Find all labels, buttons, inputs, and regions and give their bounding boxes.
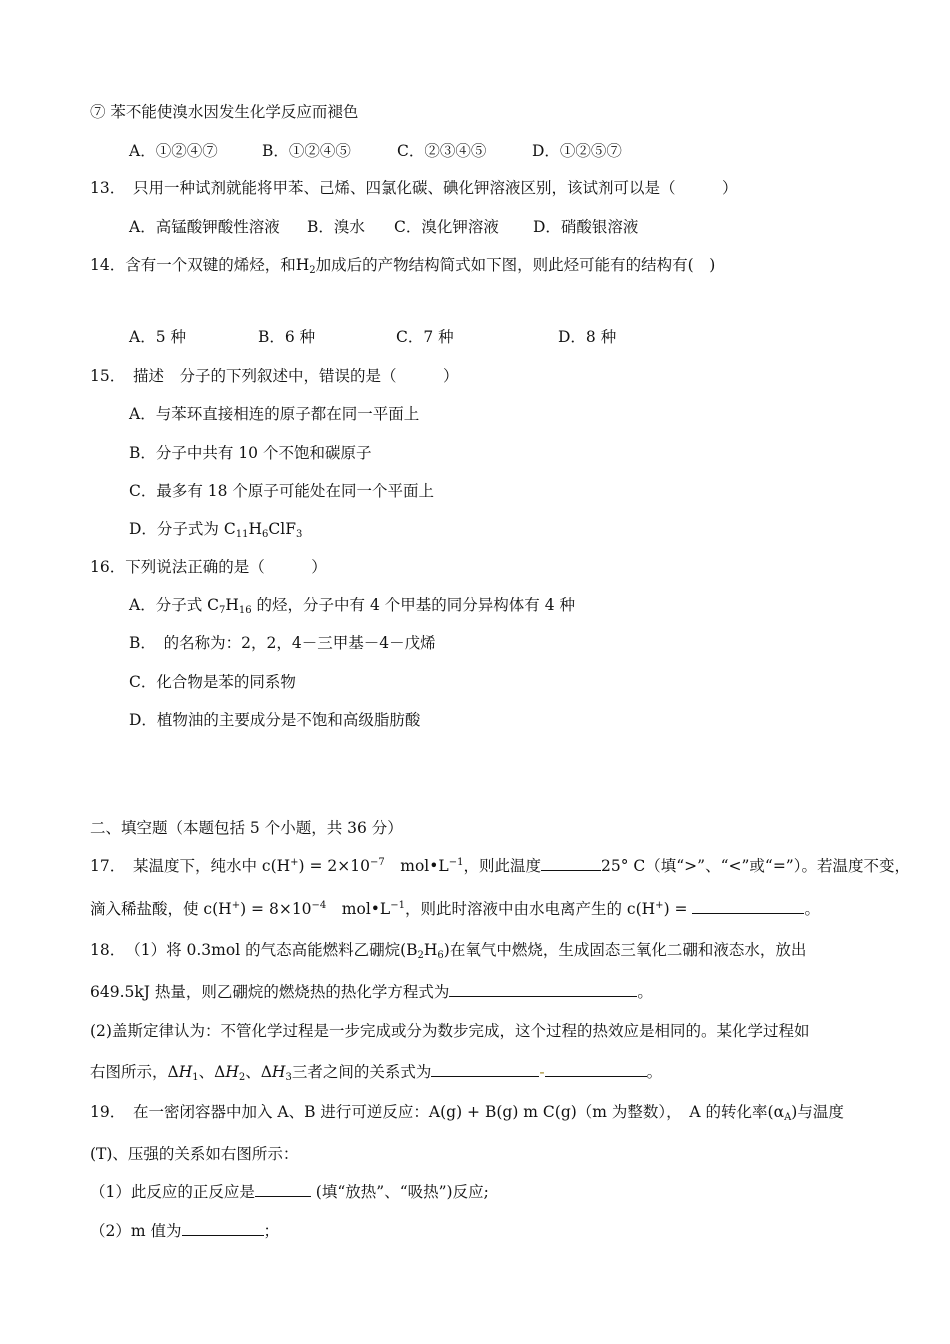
q14-option-b: B．6 种 bbox=[258, 328, 316, 346]
q15-option-c: C．最多有 18 个原子可能处在同一个平面上 bbox=[129, 482, 434, 500]
q18-blank-2a[interactable] bbox=[431, 1062, 539, 1077]
q18-line3: (2)盖斯定律认为：不管化学过程是一步完成或分为数步完成，这个过程的热效应是相同的。某化学过程如 bbox=[90, 1022, 810, 1040]
q19-line3: （1）此反应的正反应是 (填“放热”、“吸热”)反应; bbox=[90, 1183, 489, 1201]
section-heading: 二、填空题（本题包括 5 个小题，共 36 分） bbox=[90, 819, 403, 837]
q13-option-a: A．高锰酸钾酸性溶液 bbox=[129, 218, 280, 236]
q19-line2: (T)、压强的关系如右图所示： bbox=[90, 1145, 299, 1163]
q13-options bbox=[129, 217, 638, 237]
q18-blank-2b[interactable] bbox=[545, 1062, 647, 1077]
q17-blank-2[interactable] bbox=[692, 899, 804, 914]
q14-option-d: D．8 种 bbox=[558, 328, 617, 346]
q16-option-a: A．分子式 $C_7H_{16}$ 的烃，分子中有 4 个甲基的同分异构体有 4 种 bbox=[129, 596, 575, 616]
q18-line4: 右图所示，$\Delta H_1$、$\Delta H_2$、$\Delta H_3$三者之间的关系式为 - 。 bbox=[90, 1063, 663, 1083]
q16-stem: 16．下列说法正确的是（ ） bbox=[90, 558, 327, 576]
q19-blank-2[interactable] bbox=[182, 1221, 264, 1236]
q13-option-d: D．硝酸银溶液 bbox=[533, 218, 639, 236]
q12-option-a: A．①②④⑦ bbox=[129, 142, 218, 160]
q15-stem: 15． 描述 分子的下列叙述中，错误的是（ ） bbox=[90, 367, 459, 385]
q12-item7: ⑦ 苯不能使溴水因发生化学反应而褪色 bbox=[90, 103, 359, 121]
q13-option-b: B．溴水 bbox=[307, 218, 365, 236]
q19-blank-1[interactable] bbox=[255, 1182, 311, 1197]
q12-option-c: C．②③④⑤ bbox=[397, 142, 487, 160]
q16-option-b: B． 的名称为：2，2，4－三甲基－4－戊烯 bbox=[129, 634, 436, 652]
q14-options bbox=[129, 327, 616, 347]
q16-option-d: D．植物油的主要成分是不饱和高级脂肪酸 bbox=[129, 711, 421, 729]
q12-options bbox=[129, 141, 622, 161]
q12-option-b: B．①②④⑤ bbox=[262, 142, 351, 160]
q13-option-c: C．溴化钾溶液 bbox=[394, 218, 499, 236]
q14-option-c: C．7 种 bbox=[396, 328, 454, 346]
q18-line2: 649.5kJ 热量，则乙硼烷的燃烧热的热化学方程式为 。 bbox=[90, 983, 653, 1001]
q17-blank-1[interactable] bbox=[541, 856, 601, 871]
q19-line4: （2）m 值为 ； bbox=[90, 1222, 280, 1240]
q18-blank-1[interactable] bbox=[449, 982, 637, 997]
q14-stem: 14．含有一个双键的烯烃，和$H_2$加成后的产物结构简式如下图，则此烃可能有的结构有( ) bbox=[90, 256, 716, 276]
q15-option-a: A．与苯环直接相连的原子都在同一平面上 bbox=[129, 405, 420, 423]
q19-line1: 19． 在一密闭容器中加入 A、B 进行可逆反应：A(g) + B(g) m C(g)（m 为整数）， A 的转化率$(\alpha_A)$与温度 bbox=[90, 1103, 844, 1123]
q18-line1: 18． （1）将 0.3mol 的气态高能燃料乙硼烷$(B_2H_6)$在氧气中燃烧，生成固态三氧化二硼和液态水，放出 bbox=[90, 941, 807, 961]
q15-option-b: B．分子中共有 10 个不饱和碳原子 bbox=[129, 444, 372, 462]
q17-line1: 17． 某温度下，纯水中 $c(H^+) = 2\times 10^{-7}$ $mol•L^{-1}$，则此温度 25° C（填“>”、“<”或“=”）。若温度不变， bbox=[90, 857, 910, 875]
q15-option-d: D．分子式为 $C_{11}H_6ClF_3$ bbox=[129, 520, 303, 540]
q14-option-a: A．5 种 bbox=[129, 328, 186, 346]
q16-option-c: C．化合物是苯的同系物 bbox=[129, 673, 296, 691]
q18-blank-mark: - bbox=[539, 1063, 545, 1081]
q13-stem: 13． 只用一种试剂就能将甲苯、己烯、四氯化碳、碘化钾溶液区别，该试剂可以是（ ） bbox=[90, 179, 738, 197]
q17-line2: 滴入稀盐酸，使 $c(H^+) = 8\times 10^{-4}$ $mol•L^{-1}$，则此时溶液中由水电离产生的 c(H+) = 。 bbox=[90, 900, 820, 918]
q12-option-d: D．①②⑤⑦ bbox=[532, 142, 622, 160]
